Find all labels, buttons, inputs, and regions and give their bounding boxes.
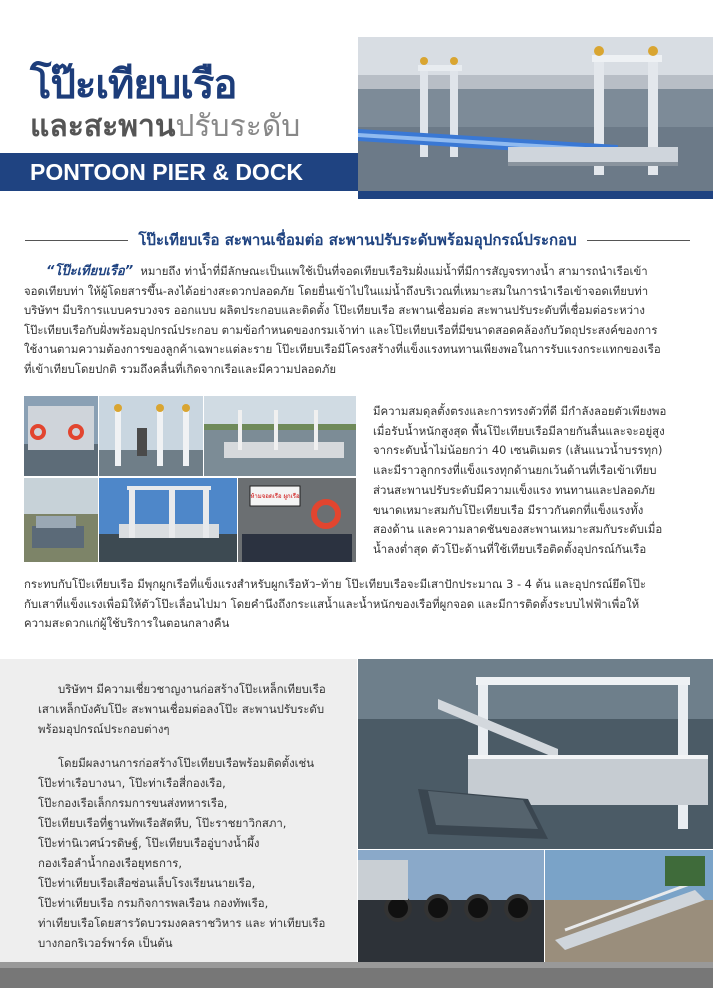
works-line-8: โป๊ะท่าเทียบเรือ กรมกิจการพลเรือน กองทัพเรือ, [38, 896, 269, 910]
footer-strip [0, 962, 713, 968]
works-line-6: กองเรือลำน้ำกองเรือยุทธการ, [38, 856, 183, 870]
works-line-7: โป๊ะท่าเทียบเรือเสือซ่อนเล็บโรงเรียนนายเรือ, [38, 876, 256, 890]
features-line-7: สองด้าน และความลาดชันของสะพานเหมาะสมกับระดับเมื่อ [373, 522, 663, 537]
top-margin [0, 0, 713, 14]
mooring-line-3: ความสะดวกแก่ผู้ใช้บริการในตอนกลางคืน [24, 616, 230, 631]
photo-pontoon-with-boat [358, 659, 713, 849]
works-line-5: โป๊ะท่านิเวศน์วรดิษฐ์, โป๊ะเทียบเรืออู่บางน้ำผึ้ง [38, 836, 260, 850]
works-line-1: โดยมีผลงานการก่อสร้างโป๊ะเทียบเรือพร้อมติดตั้งเช่น [58, 756, 315, 770]
photo-pontoon-blue-sky [99, 478, 237, 562]
photo-pillars-gold-caps [99, 396, 203, 476]
page-subtitle [30, 110, 300, 144]
works-line-2: โป๊ะท่าเรือบางนา, โป๊ะท่าเรือสี่กองเรือ, [38, 776, 226, 790]
features-line-5: ส่วนสะพานปรับระดับมีความแข็งแรง ทนทานและปลอดภัย [373, 482, 656, 497]
english-title-banner: PONTOON PIER & DOCK LEVELER [0, 153, 358, 191]
page-title: โป๊ะเทียบเรือ [30, 62, 237, 108]
section-heading-text: โป๊ะเทียบเรือ สะพานเชื่อมต่อ สะพานปรับระดับพร้อมอุปกรณ์ประกอบ [138, 231, 577, 249]
company-line-3: พร้อมอุปกรณ์ประกอบต่างๆ [38, 722, 170, 736]
photo-pontoon-tires [358, 850, 544, 962]
subtitle-light: ปรับระดับ [175, 109, 301, 144]
company-line-2: เสาเหล็กบังคับโป๊ะ สะพานเชื่อมต่อลงโป๊ะ สะพานปรับระดับ [38, 702, 325, 716]
heading-rule-left [25, 240, 128, 241]
hero-pier-photo [358, 37, 713, 199]
company-paragraph [38, 679, 354, 953]
mooring-line-1: กระทบกับโป๊ะเทียบเรือ มีพุกผูกเรือที่แข็งแรงสำหรับผูกเรือหัว–ท้าย โป๊ะเทียบเรือจะมีเสาปักประมาณ 3 - 4 ต้น และอุปกรณ์ยึดโป๊ะ [24, 577, 646, 591]
intro-line-6: ที่เข้าเทียบโดยปกติ รวมถึงคลื่นที่เกิดจากเรือและมีความปลอดภัย [24, 361, 337, 376]
intro-paragraph [24, 262, 704, 380]
mooring-line-2: กับเสาที่แข็งแรงเพื่อมิให้ตัวโป๊ะเลื่อนไปมา โดยคำนึงถึงกระแสน้ำและน้ำหนักของเรือที่ผูกจอด และมีการติดตั้งระบบไฟฟ้าเพื่อให้ [24, 596, 640, 611]
photo-floating-pontoon [204, 396, 356, 476]
intro-highlight: “โป๊ะเทียบเรือ” [46, 264, 134, 279]
features-line-2: เมื่อรับน้ำหนักสูงสุด พื้นโป๊ะเทียบเรือมีลายกันลื่นและจะอยู่สูง [373, 423, 665, 438]
photo-pontoon-lifebuoys [24, 396, 98, 476]
photo-signboard-lifebuoy [238, 478, 356, 562]
photo-sign-text: ห้ามจอดเรือ ผูกเรือ [250, 493, 300, 500]
features-line-4: และมีราวลูกกรงที่แข็งแรงทุกด้านยกเว้นด้านที่เรือเข้าเทียบ [373, 463, 657, 478]
company-line-1: บริษัทฯ มีความเชี่ยวชาญงานก่อสร้างโป๊ะเหล็กเทียบเรือ [58, 682, 326, 696]
intro-line-5: ใช้งานตามความต้องการของลูกค้าเฉพาะแต่ละราย โป๊ะเทียบเรือมีโครงสร้างที่แข็งแรงทนทานเพียงพอในการรับแรงกระแทกของเรือ [24, 342, 661, 357]
features-paragraph [373, 402, 703, 560]
works-line-4: โป๊ะเทียบเรือที่ฐานทัพเรือสัตหีบ, โป๊ะราชยาวิกสภา, [38, 816, 287, 830]
works-line-10: บางกอกริเวอร์พาร์ค เป็นต้น [38, 936, 173, 950]
works-line-9: ท่าเทียบเรือโดยสารวัดบวรมงคลราชวิหาร และ ท่าเทียบเรือ [38, 916, 326, 930]
works-line-3: โป๊ะกองเรือเล็กกรมการขนส่งทหารเรือ, [38, 796, 228, 810]
photo-gangway-fabrication [545, 850, 713, 962]
mooring-paragraph [24, 575, 704, 634]
intro-line-4: โป๊ะเทียบเรือกับฝั่งพร้อมอุปกรณ์ประกอบ ตามข้อกำหนดของกรมเจ้าท่า และโป๊ะเทียบเรือที่มีขนาดสอดคล้องกับวัตถุประสงค์ของการ [24, 322, 658, 337]
features-line-1: มีความสมดุลตั้งตรงและการทรงตัวที่ดี มีกำลังลอยตัวเพียงพอ [373, 404, 667, 418]
section-heading [25, 229, 690, 251]
intro-line-3: บริษัทฯ มีบริการแบบครบวงจร ออกแบบ ผลิตประกอบและติดตั้ง โป๊ะเทียบเรือ สะพานเชื่อมต่อ สะพานปรับระดับที่เชื่อมต่อระหว่าง [24, 303, 645, 318]
heading-rule-right [587, 240, 690, 241]
subtitle-bold: และสะพาน [30, 109, 176, 144]
hero-accent-bar [358, 191, 713, 199]
features-line-8: น้ำลงต่ำสุด ตัวโป๊ะด้านที่ใช้เทียบเรือติดตั้งอุปกรณ์กันเรือ [373, 541, 647, 556]
features-line-6: ขนาดเหมาะสมกับโป๊ะเทียบเรือ มีราวกันตกที่แข็งแรงทั้ง [373, 502, 644, 517]
company-spacer [38, 739, 354, 753]
features-line-3: จากระดับน้ำไม่น้อยกว่า 40 เซนติเมตร (เส้นแนวน้ำบรรทุก) [373, 443, 663, 458]
intro-text-1: หมายถึง ท่าน้ำที่มีลักษณะเป็นแพใช้เป็นที่จอดเทียบเรือริมฝั่งแม่น้ำที่มีการสัญจรทางน้ำ สามารถนำเรือเข้า [140, 264, 648, 278]
photo-steel-pontoon-river [24, 478, 98, 562]
intro-line-2: จอดเทียบท่า ให้ผู้โดยสารขึ้น-ลงได้อย่างสะดวกปลอดภัย โดยยื่นเข้าไปในแม่น้ำถึงบริเวณที่เหมาะสมในการนำเรือเข้าจอดเทียบท่า [24, 283, 649, 298]
intro-line-1 [24, 262, 704, 282]
